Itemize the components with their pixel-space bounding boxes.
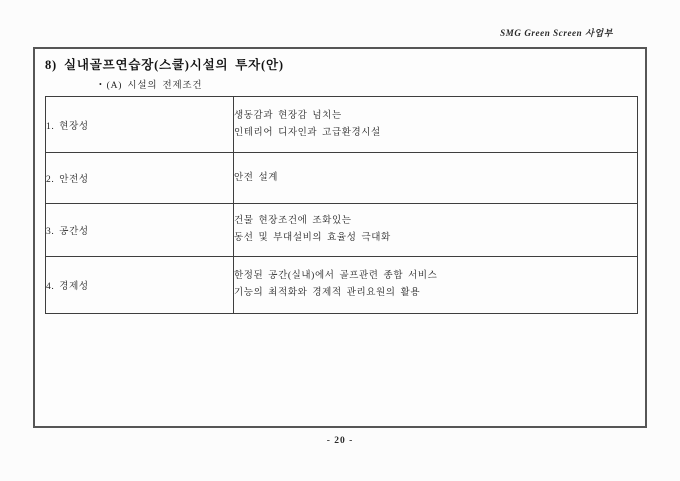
desc-line: 생동감과 현장감 넘치는: [234, 110, 342, 121]
preconditions-table: [45, 96, 638, 314]
desc-line: 인테리어 디자인과 고급환경시설: [234, 127, 381, 138]
bullet-icon: •: [99, 80, 103, 89]
section-subtitle: [99, 77, 202, 91]
document-header: SMG Green Screen 사업부: [500, 28, 613, 38]
content-frame: [33, 47, 647, 428]
desc-line: 기능의 최적화와 경제적 관리요원의 활용: [234, 288, 421, 298]
page-number: - 20 -: [326, 436, 354, 446]
table-row: [46, 153, 638, 204]
row-description: [234, 204, 638, 257]
table-row: [46, 257, 638, 314]
row-description: [234, 153, 638, 204]
row-label: 4. 경제성: [46, 257, 234, 314]
row-label: 2. 안전성: [46, 153, 234, 204]
desc-line: 동선 및 부대설비의 효율성 극대화: [234, 233, 391, 243]
desc-line: 건물 현장조건에 조화있는: [234, 216, 352, 226]
subtitle-text: (A) 시설의 전제조건: [106, 81, 203, 91]
desc-line: 한정된 공간(실내)에서 골프관련 종합 서비스: [234, 271, 438, 281]
row-label: 1. 현장성: [46, 97, 234, 153]
desc-line: 안전 설계: [234, 172, 279, 183]
section-title: 8) 실내골프연습장(스쿨)시설의 투자(안): [45, 58, 284, 72]
row-description: [234, 97, 638, 153]
row-description: [234, 257, 638, 314]
row-label: 3. 공간성: [46, 204, 234, 257]
table-row: [46, 97, 638, 153]
table-row: [46, 204, 638, 257]
